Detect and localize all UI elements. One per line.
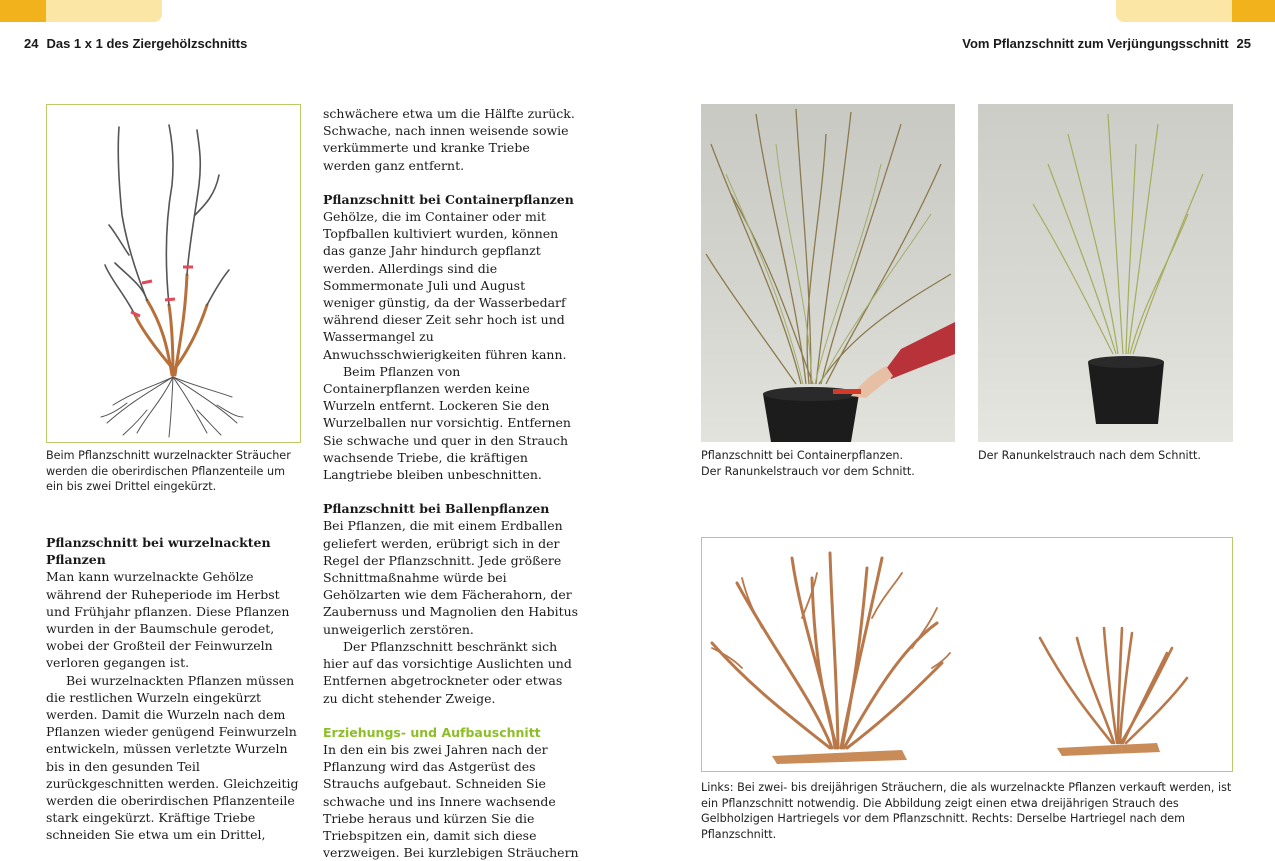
caption-line: Pflanzschnitt bei Containerpflanzen. <box>701 449 904 462</box>
paragraph: In den ein bis zwei Jahren nach der Pflanzung wird das Astgerüst des Strauchs aufgebaut. Schneiden Sie schwache und ins Innere wachsende Triebe heraus und kürzen Sie die Triebspitzen ein, damit sich diese verzweigen. Bei kurzlebigen Sträuchern <box>323 741 579 861</box>
photo-shrub-before-pruning <box>701 104 955 442</box>
heading-container-plants: Pflanzschnitt bei Containerpflanzen <box>323 191 574 207</box>
bare-root-shrub-illustration <box>47 105 300 442</box>
shrub-before-image <box>701 104 955 442</box>
caption-line: Der Ranunkelstrauch vor dem Schnitt. <box>701 464 915 478</box>
heading-training-pruning: Erziehungs- und Aufbauschnitt <box>323 724 541 740</box>
paragraph: Beim Pflanzen von Containerpflanzen werden keine Wurzeln entfernt. Lockeren Sie den Wurzelballen nur vorsichtig. Entfernen Sie schwache und quer in den Strauch wachsende Triebe, die kräftigen Langtriebe bleiben unbeschnitten. <box>323 363 571 483</box>
dogwood-illustration <box>702 538 1232 771</box>
figure-caption-bare-root: Beim Pflanzschnitt wurzelnackter Sträucher werden die oberirdischen Pflanzenteile um ein bis zwei Drittel eingekürzt. <box>46 449 291 494</box>
figure-dogwood-before-after <box>701 537 1233 772</box>
paragraph: Gehölze, die im Container oder mit Topfballen kultiviert wurden, können das ganze Jahr hindurch gepflanzt werden. Allerdings sind die Sommermonate Juli und August weniger günstig, da der Wasserbedarf während dieser Zeit sehr hoch ist und Wassermangel zu Anwuchsschwierigkeiten führen kann. <box>323 209 567 362</box>
paragraph: Bei Pflanzen, die mit einem Erdballen geliefert werden, erübrigt sich in der Regel der Pflanzschnitt. Jede größere Schnittmaßnahme würde bei Gehölzarten wie dem Fächerahorn, der Zaubernuss und Magnolien den Habitus unweigerlich zerstören. <box>323 518 579 637</box>
page-tab-left-light <box>46 0 162 22</box>
chapter-title-right: Vom Pflanzschnitt zum Verjüngungsschnitt <box>962 36 1229 51</box>
figure-bare-root-shrub <box>46 104 301 443</box>
text-column-2 <box>323 105 579 861</box>
page-tab-right-light <box>1116 0 1232 22</box>
heading-ball-plants: Pflanzschnitt bei Ballenpflanzen <box>323 501 550 517</box>
heading-bare-root: Pflanzschnitt bei wurzelnackten Pflanzen <box>46 535 271 568</box>
text-column-1 <box>46 534 302 844</box>
paragraph: Man kann wurzelnackte Gehölze während der Ruheperiode im Herbst und Frühjahr pflanzen. Diese Pflanzen wurden in der Baumschule gerodet, wobei der Großteil der Feinwurzeln verloren gegangen ist. <box>46 569 290 671</box>
running-head-left <box>24 36 247 51</box>
running-head-right <box>962 36 1251 51</box>
page-tab-left <box>0 0 46 22</box>
chapter-title-left: Das 1 x 1 des Ziergehölzschnitts <box>46 36 248 51</box>
page-tab-right <box>1232 0 1275 22</box>
paragraph: Der Pflanzschnitt beschränkt sich hier auf das vorsichtige Auslichten und Entfernen abgetrockneter oder etwas zu dicht stehender Zweige. <box>323 638 572 706</box>
photo-shrub-after-pruning <box>978 104 1233 442</box>
page-number-left: 24 <box>24 36 39 51</box>
shrub-after-image <box>978 104 1233 442</box>
page-number-right: 25 <box>1236 36 1251 51</box>
figure-caption-dogwood: Links: Bei zwei- bis dreijährigen Sträuchern, die als wurzelnackte Pflanzen verkauft werden, ist ein Pflanzschnitt notwendig. Die Abbildung zeigt einen etwa dreijährigen Strauch des Gelbholzigen Hartriegels vor dem Pflanzschnitt. Rechts: Derselbe Hartriegel nach dem Pflanzschnitt. <box>701 781 1232 841</box>
paragraph: schwächere etwa um die Hälfte zurück. Schwache, nach innen weisende sowie verkümmerte und kranke Triebe werden ganz entfernt. <box>323 106 575 173</box>
paragraph: Bei wurzelnackten Pflanzen müssen die restlichen Wurzeln eingekürzt werden. Damit die Wurzeln nach dem Pflanzen wieder genügend Feinwurzeln entwickeln, müssen verletzte Wurzeln bis in den gesunden Teil zurückgeschnitten werden. Gleichzeitig werden die oberirdischen Pflanzenteile stark eingekürzt. Kräftige Triebe schneiden Sie etwa um ein Drittel, <box>46 672 299 843</box>
figure-caption-before <box>701 448 957 479</box>
figure-caption-after: Der Ranunkelstrauch nach dem Schnitt. <box>978 449 1201 462</box>
